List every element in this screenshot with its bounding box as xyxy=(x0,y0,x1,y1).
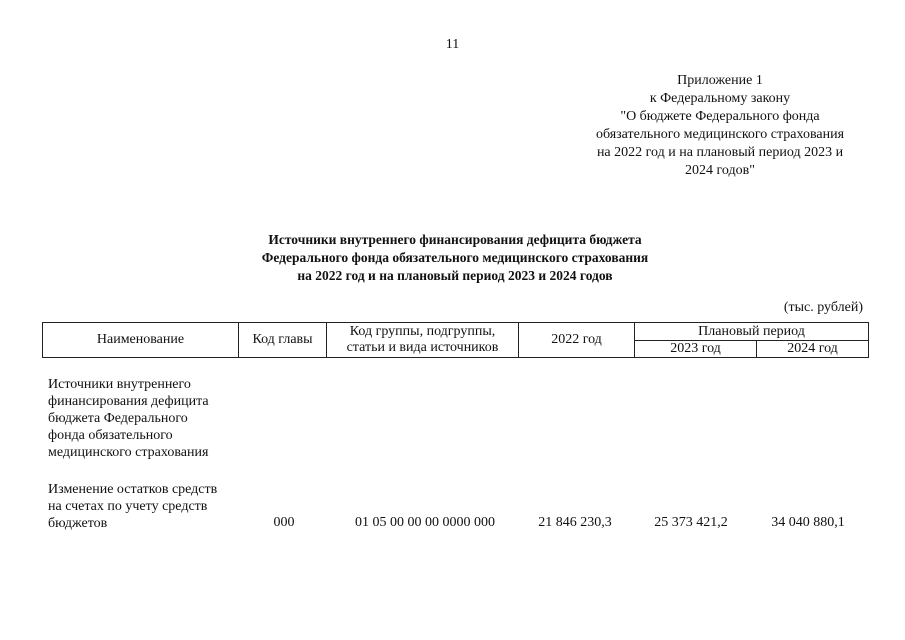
title-line: Источники внутреннего финансирования дефицита бюджета xyxy=(268,232,642,247)
row-2022-value: 21 846 230,3 xyxy=(538,515,612,530)
section-title-line: медицинского страхования xyxy=(48,445,209,460)
appendix-line: Приложение 1 xyxy=(677,73,763,88)
section-title xyxy=(48,376,209,461)
appendix-note xyxy=(575,72,865,180)
appendix-line: "О бюджете Федерального фонда xyxy=(620,109,820,124)
header-2024: 2024 год xyxy=(757,341,869,358)
page-number: 11 xyxy=(445,37,460,52)
units-label: (тыс. рублей) xyxy=(783,300,863,315)
header-chapter-code: Код главы xyxy=(239,323,327,358)
row-name-line: на счетах по учету средств xyxy=(48,499,208,514)
appendix-line: к Федеральному закону xyxy=(649,91,791,106)
title-line: на 2022 год и на плановый период 2023 и 2024 годов xyxy=(297,268,613,283)
row-name-line: Изменение остатков средств xyxy=(48,482,218,497)
section-title-line: финансирования дефицита xyxy=(48,394,209,409)
title-line: Федерального фонда обязательного медицинского страхования xyxy=(261,250,649,265)
document-title xyxy=(150,231,760,285)
header-2022: 2022 год xyxy=(519,323,635,358)
row-2023-value: 25 373 421,2 xyxy=(654,515,728,530)
appendix-line: обязательного медицинского страхования xyxy=(595,127,845,142)
section-title-line: Источники внутреннего xyxy=(48,377,191,392)
header-name: Наименование xyxy=(43,323,239,358)
header-planned-period: Плановый период xyxy=(635,323,869,341)
appendix-line: на 2022 год и на плановый период 2023 и xyxy=(596,145,844,160)
table-header xyxy=(42,322,869,358)
header-source-code: Код группы, подгруппы, статьи и вида источников xyxy=(327,323,519,358)
section-title-line: фонда обязательного xyxy=(48,428,173,443)
appendix-line: 2024 годов" xyxy=(685,163,755,178)
section-title-line: бюджета Федерального xyxy=(48,411,188,426)
header-2023: 2023 год xyxy=(635,341,757,358)
row-name-line: бюджетов xyxy=(48,516,108,531)
row-2024-value: 34 040 880,1 xyxy=(771,515,845,530)
row-name xyxy=(48,481,217,532)
row-chapter-code: 000 xyxy=(273,515,295,530)
row-source-code: 01 05 00 00 00 0000 000 xyxy=(355,515,495,530)
